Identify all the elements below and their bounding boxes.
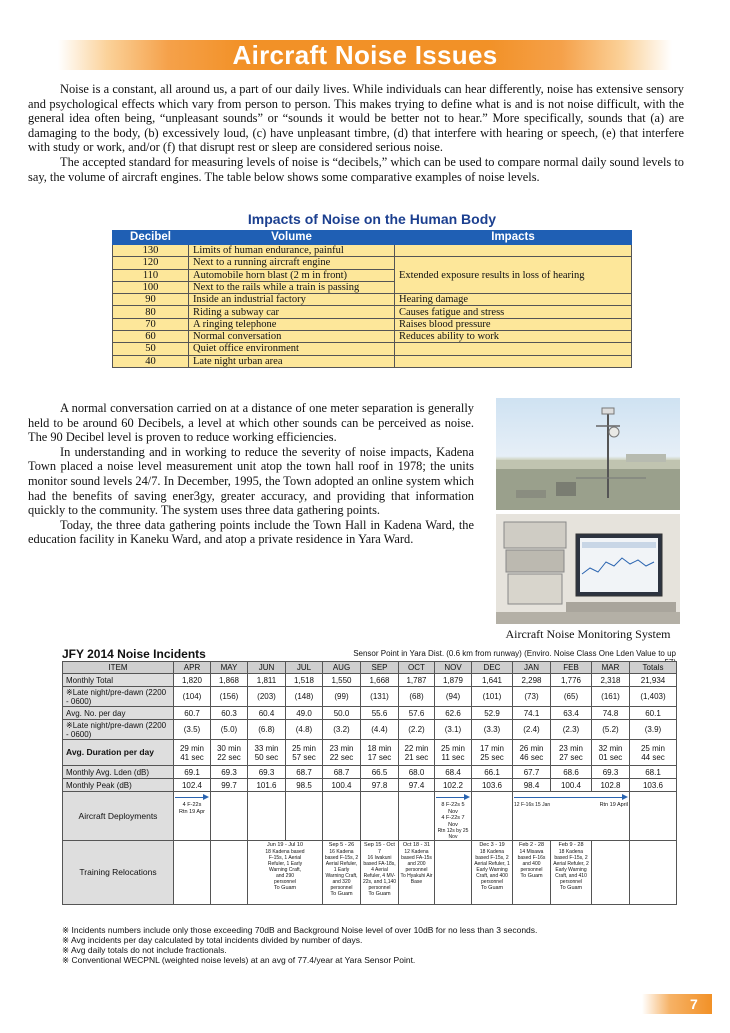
- page-title: Aircraft Noise Issues: [232, 39, 498, 70]
- relocation-jan: [513, 841, 551, 905]
- decibel-cell: 120: [113, 257, 189, 269]
- value-cell: (2.3): [551, 720, 592, 740]
- header-impacts: Impacts: [395, 231, 632, 245]
- impact-cell: Causes fatigue and stress: [395, 306, 632, 318]
- table-row: [113, 294, 632, 306]
- relocation-detail: 16 Iwakuni based FA-18s, 4 Aerial Refuler, 4 MV-22s, and 1,140 personnel: [362, 855, 397, 891]
- empty-cell: [211, 792, 248, 841]
- table-row: [113, 306, 632, 318]
- table-row: [113, 257, 632, 269]
- value-cell: 60.7: [174, 707, 211, 720]
- relocation-sep: [361, 841, 399, 905]
- impact-cell-empty: [395, 355, 632, 367]
- duration-minutes: 18 min: [367, 743, 392, 753]
- row-label: Monthly Peak (dB): [63, 779, 174, 792]
- duration-minutes: 32 min: [598, 743, 623, 753]
- value-cell: 68.7: [323, 766, 361, 779]
- empty-cell: [472, 792, 513, 841]
- duration-seconds: 22 sec: [329, 752, 354, 762]
- empty-cell: [361, 792, 399, 841]
- duration-seconds: 17 sec: [367, 752, 392, 762]
- value-cell: (148): [286, 687, 323, 707]
- value-cell: (2.2): [399, 720, 435, 740]
- relocation-detail: 18 Kadena based F-15s, 2 Aerial Refuler, 1 Early Warning Craft, and 400 personnel: [474, 848, 510, 885]
- impact-cell: Raises blood pressure: [395, 318, 632, 330]
- empty-cell: [323, 792, 361, 841]
- value-cell: (3.9): [630, 720, 677, 740]
- value-cell: [592, 740, 630, 766]
- decibel-cell: 70: [113, 318, 189, 330]
- value-cell: (5.2): [592, 720, 630, 740]
- photo-caption: Aircraft Noise Monitoring System: [505, 627, 671, 641]
- value-cell: 62.6: [435, 707, 472, 720]
- value-cell: 100.4: [551, 779, 592, 792]
- monitoring-text: [28, 401, 474, 547]
- deployments-label: Aircraft Deployments: [63, 792, 174, 841]
- header-month: NOV: [435, 662, 472, 674]
- header-month: FEB: [551, 662, 592, 674]
- relocation-destination: To Hyakuhi Air Base: [400, 872, 433, 885]
- value-cell: 69.3: [248, 766, 286, 779]
- row-label: Monthly Avg. Lden (dB): [63, 766, 174, 779]
- relocation-aug: [323, 841, 361, 905]
- duration-seconds: 50 sec: [254, 752, 279, 762]
- value-cell: 49.0: [286, 707, 323, 720]
- decibel-cell: 90: [113, 294, 189, 306]
- duration-seconds: 22 sec: [217, 752, 241, 762]
- value-cell: 68.6: [551, 766, 592, 779]
- header-month: MAY: [211, 662, 248, 674]
- deployment-note: 12 F-16s 15 Jan: [514, 802, 551, 808]
- value-cell: 66.5: [361, 766, 399, 779]
- page-number: 7: [690, 996, 698, 1012]
- value-cell: (4.8): [286, 720, 323, 740]
- value-cell: [174, 740, 211, 766]
- header-totals: Totals: [630, 662, 677, 674]
- deployment-nov: [435, 792, 472, 841]
- relocation-detail: 12 Kadena based FA-15s and 200 personnel: [401, 848, 432, 873]
- empty-cell: [286, 792, 323, 841]
- value-cell: 68.7: [286, 766, 323, 779]
- value-cell: (73): [513, 687, 551, 707]
- decibel-cell: 50: [113, 343, 189, 355]
- row-label: ※Late night/pre-dawn (2200 - 0600): [63, 720, 174, 740]
- value-cell: 57.6: [399, 707, 435, 720]
- value-cell: 68.0: [399, 766, 435, 779]
- duration-seconds: 46 sec: [519, 752, 544, 762]
- duration-seconds: 57 sec: [292, 752, 316, 762]
- impact-cell: Hearing damage: [395, 294, 632, 306]
- value-cell: [399, 740, 435, 766]
- page-number-bar: [642, 994, 712, 1014]
- volume-cell: Riding a subway car: [189, 306, 395, 318]
- value-cell: 102.2: [435, 779, 472, 792]
- impacts-table-title: Impacts of Noise on the Human Body: [247, 211, 497, 227]
- value-cell: 60.3: [211, 707, 248, 720]
- value-cell: 69.3: [211, 766, 248, 779]
- value-cell: 55.6: [361, 707, 399, 720]
- value-cell: [551, 740, 592, 766]
- deployments-row: [63, 792, 677, 841]
- value-cell: 52.9: [472, 707, 513, 720]
- duration-seconds: 25 sec: [480, 752, 504, 762]
- value-cell: 98.5: [286, 779, 323, 792]
- relocation-detail: 18 Kadena based F-15s, 1 Aerial Refuler, 1 Early Warning Craft, and 290 personnel: [265, 848, 305, 885]
- footnote: ※ Avg daily totals do not include fractionals.: [62, 945, 227, 955]
- duration-minutes: 25 min: [291, 743, 316, 753]
- empty-cell: [630, 841, 677, 905]
- value-cell: [323, 740, 361, 766]
- header-decibel: Decibel: [113, 231, 189, 245]
- row-label: Avg. Duration per day: [63, 740, 174, 766]
- relocation-jun: [248, 841, 323, 905]
- volume-cell: Quiet office environment: [189, 343, 395, 355]
- table-row: [63, 720, 677, 740]
- duration-minutes: 25 min: [640, 743, 665, 753]
- monitoring-paragraph-2: In understanding and in working to reduce the severity of noise impacts, Kadena Town placed a noise level measurement unit atop the town hall roof in 1978; the units monitor sound levels 24/7. In December, 1995, the Town adopted an online system which had the benefits of saving ener3gy, greater accuracy, and providing that information quickly to the community. The system uses three data gathering points.: [28, 444, 474, 518]
- volume-cell: Late night urban area: [189, 355, 395, 367]
- relocation-oct: [399, 841, 435, 905]
- footnote: ※ Conventional WECPNL (weighted noise levels) at an avg of 77.4/year at Yara Sensor Point.: [62, 955, 416, 965]
- relocation-date: Sep 5 - 26: [328, 842, 355, 848]
- header-month: SEP: [361, 662, 399, 674]
- value-cell: 1,787: [399, 674, 435, 687]
- intro-paragraph-2: The accepted standard for measuring levels of noise is “decibels,” which can be used to compare normal daily sound levels to say, the volume of aircraft engines. The table below shows some comparative examples of noise levels.: [28, 154, 684, 184]
- value-cell: 68.4: [435, 766, 472, 779]
- deployment-note: 4 F-22s 7 Nov: [441, 815, 465, 828]
- value-cell: [286, 740, 323, 766]
- duration-minutes: 26 min: [519, 743, 544, 753]
- value-cell: 97.8: [361, 779, 399, 792]
- value-cell: (104): [174, 687, 211, 707]
- value-cell: [435, 740, 472, 766]
- table-row: [113, 318, 632, 330]
- value-cell: (6.8): [248, 720, 286, 740]
- duration-minutes: 33 min: [254, 743, 279, 753]
- decibel-cell: 130: [113, 245, 189, 257]
- footnote: ※ Incidents numbers include only those exceeding 70dB and Background Noise level of over 10dB for no less than 3 seconds.: [62, 925, 538, 935]
- relocation-destination: To Guam: [273, 884, 297, 891]
- relocation-date: Oct 18 - 31: [402, 842, 431, 848]
- value-cell: (99): [323, 687, 361, 707]
- relocation-date: Dec 3 - 19: [479, 842, 505, 848]
- empty-cell: [248, 792, 286, 841]
- sensor-mast-illustration: [496, 398, 680, 510]
- value-cell: 1,550: [323, 674, 361, 687]
- value-cell: 100.4: [323, 779, 361, 792]
- header-volume: Volume: [189, 231, 395, 245]
- value-cell: (4.4): [361, 720, 399, 740]
- incidents-table-title: JFY 2014 Noise Incidents: [62, 647, 206, 661]
- impact-cell-hearing-loss: Extended exposure results in loss of hearing: [395, 257, 632, 294]
- relocation-feb: [551, 841, 592, 905]
- value-cell: 1,518: [286, 674, 323, 687]
- table-row: [63, 740, 677, 766]
- duration-minutes: 23 min: [329, 743, 354, 753]
- decibel-cell: 80: [113, 306, 189, 318]
- empty-cell: [435, 841, 472, 905]
- value-cell: 74.8: [592, 707, 630, 720]
- duration-minutes: 30 min: [216, 743, 241, 753]
- empty-cell: [399, 792, 435, 841]
- duration-minutes: 25 min: [440, 743, 465, 753]
- deployment-jan-mar: [513, 792, 630, 841]
- impact-cell-empty: [395, 245, 632, 257]
- duration-seconds: 27 sec: [559, 752, 583, 762]
- value-cell: [472, 740, 513, 766]
- value-cell: (3.2): [323, 720, 361, 740]
- relocations-label: Training Relocations: [63, 841, 174, 905]
- monitoring-paragraph-3: Today, the three data gathering points include the Town Hall in Kadena Ward, the education facility in Kaneku Ward, and atop a private residence in Yara Ward.: [28, 517, 474, 547]
- duration-seconds: 11 sec: [441, 752, 465, 762]
- table-row: [63, 779, 677, 792]
- value-cell: 1,879: [435, 674, 472, 687]
- incidents-table: [62, 661, 677, 905]
- impact-cell: Reduces ability to work: [395, 331, 632, 343]
- footnote: ※ Avg incidents per day calculated by total incidents divided by number of days.: [62, 935, 363, 945]
- value-cell: 66.1: [472, 766, 513, 779]
- table-row: [63, 687, 677, 707]
- volume-cell: Automobile horn blast (2 m in front): [189, 269, 395, 281]
- duration-seconds: 44 sec: [641, 752, 665, 762]
- value-cell: 103.6: [472, 779, 513, 792]
- deployment-note: 8 F-22s 5 Nov: [441, 802, 465, 815]
- row-label: Avg. No. per day: [63, 707, 174, 720]
- value-cell: (3.3): [472, 720, 513, 740]
- header-month: DEC: [472, 662, 513, 674]
- value-cell: 99.7: [211, 779, 248, 792]
- incidents-header-row: [63, 662, 677, 674]
- volume-cell: Next to the rails while a train is passing: [189, 281, 395, 293]
- value-cell: 103.6: [630, 779, 677, 792]
- header-month: JAN: [513, 662, 551, 674]
- header-month: APR: [174, 662, 211, 674]
- value-cell: 101.6: [248, 779, 286, 792]
- deployment-apr: [174, 792, 211, 841]
- value-cell: [248, 740, 286, 766]
- value-cell: 67.7: [513, 766, 551, 779]
- value-cell: 69.3: [592, 766, 630, 779]
- value-cell: (3.5): [174, 720, 211, 740]
- value-cell: (161): [592, 687, 630, 707]
- decibel-cell: 100: [113, 281, 189, 293]
- value-cell: 1,668: [361, 674, 399, 687]
- relocation-date: Jun 19 - Jul 10: [266, 842, 304, 848]
- decibel-cell: 60: [113, 331, 189, 343]
- value-cell: (101): [472, 687, 513, 707]
- duration-minutes: 17 min: [479, 743, 504, 753]
- empty-cell: [630, 792, 677, 841]
- deployment-note: Rtn 19 April: [599, 802, 628, 808]
- value-cell: 102.4: [174, 779, 211, 792]
- value-cell: [513, 740, 551, 766]
- relocation-date: Sep 15 - Oct 7: [364, 842, 395, 855]
- relocation-date: Feb 9 - 28: [558, 842, 584, 848]
- relocation-dec: [472, 841, 513, 905]
- relocation-detail: 16 Kadena based F-15s, 2 Aerial Refuler, 1 Early Warning Craft, and 320 personnel: [324, 848, 359, 891]
- duration-minutes: 29 min: [179, 743, 204, 753]
- relocation-destination: To Guam: [559, 884, 583, 891]
- decibel-cell: 40: [113, 355, 189, 367]
- decibel-cell: 110: [113, 269, 189, 281]
- table-row: [113, 343, 632, 355]
- volume-cell: Limits of human endurance, painful: [189, 245, 395, 257]
- relocation-date: Feb 2 - 28: [518, 842, 545, 848]
- value-cell: (68): [399, 687, 435, 707]
- impacts-table: [112, 230, 632, 368]
- header-month: OCT: [399, 662, 435, 674]
- value-cell: 21,934: [630, 674, 677, 687]
- header-month: JUL: [286, 662, 323, 674]
- deployment-note: 4 F-22s: [182, 802, 202, 808]
- volume-cell: A ringing telephone: [189, 318, 395, 330]
- relocation-destination: To Guam: [330, 890, 353, 897]
- value-cell: (3.1): [435, 720, 472, 740]
- monitoring-paragraph-1: A normal conversation carried on at a distance of one meter separation is generally held to be around 60 Decibels, a level at which other sounds can be perceived as noise. The 90 Decibel level is proven to reduce working efficiencies.: [28, 401, 474, 445]
- value-cell: 1,811: [248, 674, 286, 687]
- relocation-destination: To Guam: [480, 884, 504, 891]
- duration-seconds: 01 sec: [598, 752, 623, 762]
- value-cell: [361, 740, 399, 766]
- noise-sensor-photo: [496, 398, 680, 510]
- table-row: [63, 707, 677, 720]
- value-cell: 68.1: [630, 766, 677, 779]
- row-label: ※Late night/pre-dawn (2200 - 0600): [63, 687, 174, 707]
- duration-minutes: 23 min: [558, 743, 583, 753]
- monitoring-equipment-photo: [496, 514, 680, 624]
- value-cell: 102.8: [592, 779, 630, 792]
- duration-seconds: 21 sec: [404, 752, 429, 762]
- impacts-header-row: [113, 231, 632, 245]
- value-cell: 97.4: [399, 779, 435, 792]
- volume-cell: Next to a running aircraft engine: [189, 257, 395, 269]
- table-row: [63, 766, 677, 779]
- value-cell: 1,776: [551, 674, 592, 687]
- value-cell: (2.4): [513, 720, 551, 740]
- deployment-arrow: [514, 794, 628, 802]
- volume-cell: Normal conversation: [189, 331, 395, 343]
- relocation-detail: 14 Misawa based F-16s and 400 personnel: [517, 848, 546, 873]
- relocation-detail: 18 Kadena based F-15s, 2 Aerial Refuler, 2 Early Warning Craft, and 410 personnel: [553, 848, 589, 885]
- title-banner: [58, 40, 672, 70]
- duration-seconds: 41 sec: [180, 752, 204, 762]
- deployment-arrow: [436, 794, 470, 802]
- table-row: [113, 331, 632, 343]
- intro-paragraph-1: Noise is a constant, all around us, a part of our daily lives. While individuals can hear differently, noise has extensive sensory and psychological effects which vary from person to person. This makes trying to define what is and is not noise difficult, with the general idea often being, “unpleasant sounds” or “sounds it would be better not to hear.” More specifically, sounds that (a) are damaging to the body, (b) excessively loud, (c) have unpleasant timbre, (d) that interfere with hearing or speech, (e) that interfere with study or work, and/or (f) that disrupt rest or sleep are considered serious noise.: [28, 82, 684, 155]
- value-cell: (94): [435, 687, 472, 707]
- empty-cell: [211, 841, 248, 905]
- header-month: AUG: [323, 662, 361, 674]
- value-cell: 60.1: [630, 707, 677, 720]
- header-month: JUN: [248, 662, 286, 674]
- intro-text: [28, 82, 684, 184]
- value-cell: 60.4: [248, 707, 286, 720]
- header-month: MAR: [592, 662, 630, 674]
- value-cell: [630, 740, 677, 766]
- deployment-arrow: [175, 794, 209, 802]
- value-cell: (5.0): [211, 720, 248, 740]
- empty-cell: [174, 841, 211, 905]
- relocations-row: [63, 841, 677, 905]
- volume-cell: Inside an industrial factory: [189, 294, 395, 306]
- value-cell: 69.1: [174, 766, 211, 779]
- deployment-note: Rtn 19 Apr: [179, 808, 205, 815]
- value-cell: 98.4: [513, 779, 551, 792]
- deployment-note: Rtn 12s by 25 Nov: [437, 828, 469, 840]
- value-cell: (65): [551, 687, 592, 707]
- relocation-destination: To Guam: [368, 891, 391, 897]
- value-cell: (1,403): [630, 687, 677, 707]
- value-cell: 2,318: [592, 674, 630, 687]
- table-row: [113, 245, 632, 257]
- relocation-destination: To Guam: [520, 872, 543, 879]
- value-cell: 63.4: [551, 707, 592, 720]
- impact-cell-empty: [395, 343, 632, 355]
- value-cell: (156): [211, 687, 248, 707]
- value-cell: 1,641: [472, 674, 513, 687]
- value-cell: 2,298: [513, 674, 551, 687]
- value-cell: [211, 740, 248, 766]
- value-cell: 1,820: [174, 674, 211, 687]
- monitoring-desk-illustration: [496, 514, 680, 624]
- footnotes: [62, 925, 676, 965]
- value-cell: (203): [248, 687, 286, 707]
- table-row: [113, 355, 632, 367]
- value-cell: 50.0: [323, 707, 361, 720]
- header-item: ITEM: [63, 662, 174, 674]
- sensor-point-note: Sensor Point in Yara Dist. (0.6 km from runway) (Enviro. Noise Class One Lden Value to up: [353, 649, 676, 658]
- row-label: Monthly Total: [63, 674, 174, 687]
- value-cell: (131): [361, 687, 399, 707]
- value-cell: 74.1: [513, 707, 551, 720]
- table-row: [63, 674, 677, 687]
- empty-cell: [592, 841, 630, 905]
- value-cell: 1,868: [211, 674, 248, 687]
- duration-minutes: 22 min: [404, 743, 429, 753]
